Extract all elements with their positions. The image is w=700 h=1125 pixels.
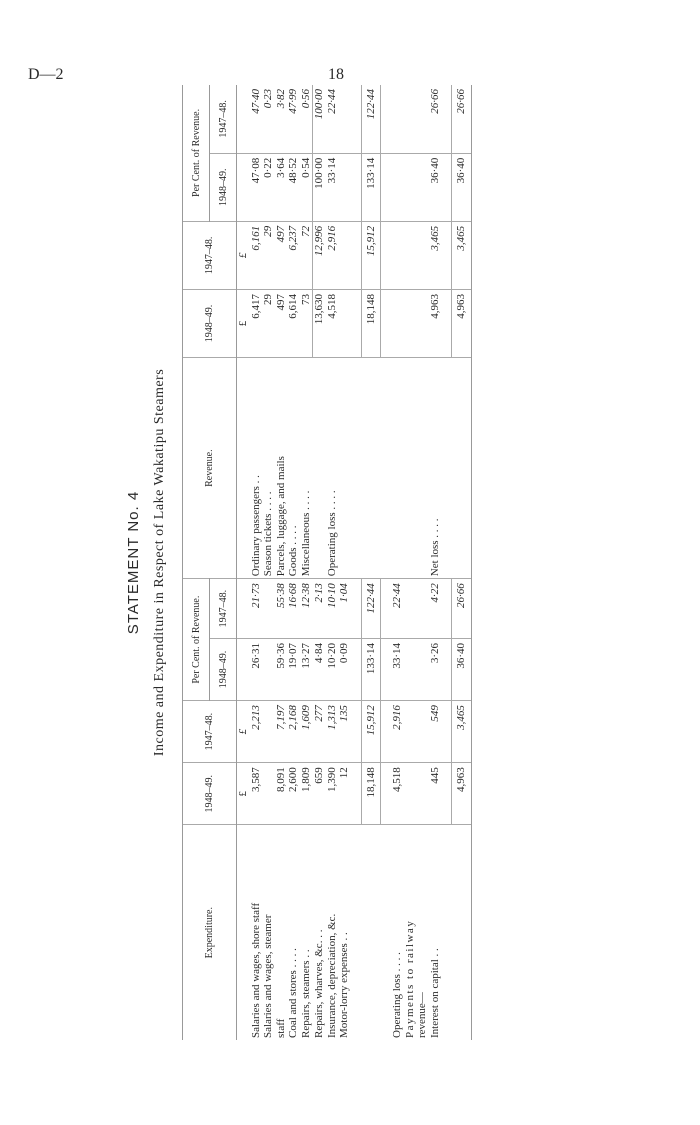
value-cell: 2,916: [391, 701, 404, 763]
value-cell: 2,213: [250, 701, 263, 763]
revenue-subtotal: 12,996: [313, 221, 326, 289]
value-cell: 73: [300, 289, 313, 357]
statement-title: STATEMENT No. 4: [125, 490, 142, 635]
value-cell: 3,587: [250, 763, 263, 825]
value-cell: 47·40: [250, 85, 263, 153]
value-cell: 29: [262, 221, 275, 289]
expenditure-label: Repairs, wharves, &c. . .: [312, 929, 325, 1038]
value-cell: 3·82: [275, 85, 288, 153]
value-cell: 4,518: [391, 763, 404, 825]
revenue-label: Operating loss . . . .: [326, 358, 339, 579]
value-cell: 4·22: [429, 579, 442, 639]
value-cell: 6,237: [287, 221, 300, 289]
table-row: [313, 85, 326, 1040]
expenditure-label: Salaries and wages, steamer: [262, 914, 274, 1038]
expenditure-total: 18,148: [361, 763, 381, 825]
value-cell: 2,916: [326, 221, 339, 289]
exp-pct-year2: 1947–48.: [210, 579, 237, 639]
value-cell: 36·40: [429, 153, 442, 221]
value-cell: 12: [338, 763, 351, 825]
value-cell: 4·84: [313, 638, 326, 700]
value-cell: 33·14: [391, 638, 404, 700]
value-cell: 1·04: [338, 579, 351, 639]
currency-symbol: £: [237, 289, 250, 357]
expenditure-label: Motor-lorry expenses . .: [338, 932, 350, 1038]
exp-year1-header: 1948–49.: [183, 763, 237, 825]
revenue-final-total: 4,963: [452, 289, 472, 357]
rev-year1-header: 1948–49.: [183, 289, 237, 357]
value-cell: 8,091: [275, 763, 288, 825]
value-cell: 497: [275, 289, 288, 357]
table-row: [338, 85, 351, 1040]
value-cell: 2·13: [313, 579, 326, 639]
value-cell: 4,518: [326, 289, 339, 357]
expenditure-label: Insurance, depreciation, &c.: [325, 913, 338, 1038]
revenue-label: Net loss . . . .: [429, 358, 442, 579]
value-cell: 4,963: [429, 289, 442, 357]
value-cell: 1,809: [300, 763, 313, 825]
value-cell: 26·31: [250, 638, 263, 700]
rev-pct-year2: 1947–48.: [210, 85, 237, 153]
value-cell: 6,161: [250, 221, 263, 289]
value-cell: 33·14: [326, 153, 339, 221]
value-cell: 7,197: [275, 701, 288, 763]
table-row: [300, 85, 313, 1040]
value-cell: 55·38: [275, 579, 288, 639]
table-row: [287, 85, 300, 1040]
value-cell: 277: [313, 701, 326, 763]
revenue-total: 15,912: [361, 221, 381, 289]
expenditure-label: Operating loss . . . .: [391, 952, 403, 1038]
value-cell: 0·23: [262, 85, 275, 153]
value-cell: 1,609: [300, 701, 313, 763]
page-header-left: D—2: [28, 66, 64, 83]
revenue-total: 133·14: [361, 153, 381, 221]
value-cell: 549: [429, 701, 442, 763]
value-cell: 13·27: [300, 638, 313, 700]
table-row: [275, 85, 288, 1040]
value-cell: 6,614: [287, 289, 300, 357]
value-cell: 1,313: [326, 701, 339, 763]
value-cell: 16·68: [287, 579, 300, 639]
value-cell: 26·66: [429, 85, 442, 153]
rev-pct-header: Per Cent. of Revenue.: [183, 85, 210, 221]
value-cell: 47·99: [287, 85, 300, 153]
expenditure-final-total: 36·40: [452, 638, 472, 700]
expenditure-final-total: 3,465: [452, 701, 472, 763]
table-row: [404, 85, 417, 1040]
table-row: [250, 85, 263, 1040]
exp-pct-header: Per Cent. of Revenue.: [183, 579, 210, 701]
value-cell: 445: [429, 763, 442, 825]
value-cell: 21·73: [250, 579, 263, 639]
value-cell: 135: [338, 701, 351, 763]
value-cell: 12·38: [300, 579, 313, 639]
value-cell: 29: [262, 289, 275, 357]
revenue-label: Season tickets . . . .: [262, 358, 275, 579]
value-cell: 3·26: [429, 638, 442, 700]
page-number: 18: [328, 66, 344, 83]
expenditure-final-total: 4,963: [452, 763, 472, 825]
value-cell: 3·64: [275, 153, 288, 221]
value-cell: 0·54: [300, 153, 313, 221]
value-cell: 47·08: [250, 153, 263, 221]
expenditure-label: Interest on capital . .: [428, 948, 441, 1038]
expenditure-total: 15,912: [361, 701, 381, 763]
value-cell: 22·44: [391, 579, 404, 639]
expenditure-total: 122·44: [361, 579, 381, 639]
expenditure-label: Repairs, steamers . .: [299, 949, 312, 1038]
table-row: [326, 85, 339, 1040]
exp-year2-header: 1947–48.: [183, 701, 237, 763]
value-cell: 1,390: [326, 763, 339, 825]
final-totals-row: [452, 85, 472, 1040]
revenue-final-total: 36·40: [452, 153, 472, 221]
value-cell: [262, 638, 275, 700]
income-expenditure-table: [182, 85, 472, 1040]
rev-year2-header: 1947–48.: [183, 221, 237, 289]
revenue-total: 122·44: [361, 85, 381, 153]
currency-symbol: £: [237, 763, 250, 825]
revenue-header: Revenue.: [183, 358, 237, 579]
value-cell: 659: [313, 763, 326, 825]
revenue-final-total: 3,465: [452, 221, 472, 289]
value-cell: 72: [300, 221, 313, 289]
value-cell: 10·10: [326, 579, 339, 639]
expenditure-final-total: 26·66: [452, 579, 472, 639]
table-row: [416, 85, 429, 1040]
revenue-label: Miscellaneous . . . .: [300, 358, 313, 579]
value-cell: [262, 701, 275, 763]
table-row: [262, 85, 275, 1040]
totals-row: [361, 85, 381, 1040]
expenditure-label: revenue—: [416, 992, 428, 1038]
revenue-subtotal: 100·00: [313, 153, 326, 221]
value-cell: 3,465: [429, 221, 442, 289]
value-cell: 0·22: [262, 153, 275, 221]
table-row: [429, 85, 442, 1040]
expenditure-label: Salaries and wages, shore staff: [249, 902, 262, 1038]
revenue-subtotal: 13,630: [313, 289, 326, 357]
revenue-label: Goods . . . .: [287, 358, 300, 579]
expenditure-total: 133·14: [361, 638, 381, 700]
table-row: [391, 85, 404, 1040]
value-cell: [262, 579, 275, 639]
value-cell: 0·09: [338, 638, 351, 700]
value-cell: 59·36: [275, 638, 288, 700]
value-cell: [262, 763, 275, 825]
value-cell: 497: [275, 221, 288, 289]
revenue-label: Parcels, luggage, and mails: [275, 358, 288, 579]
currency-symbol: £: [237, 221, 250, 289]
expenditure-label: Coal and stores . . . .: [287, 948, 299, 1038]
expenditure-header: Expenditure.: [183, 825, 237, 1040]
value-cell: 48·52: [287, 153, 300, 221]
value-cell: 2,168: [287, 701, 300, 763]
expenditure-label: staff: [274, 1018, 287, 1038]
statement-subtitle: Income and Expenditure in Respect of Lake Wakatipu Steamers: [152, 368, 167, 757]
value-cell: 19·07: [287, 638, 300, 700]
exp-pct-year1: 1948–49.: [210, 638, 237, 700]
value-cell: 0·56: [300, 85, 313, 153]
value-cell: 6,417: [250, 289, 263, 357]
revenue-final-total: 26·66: [452, 85, 472, 153]
currency-symbol: £: [237, 701, 250, 763]
expenditure-label: Payments to railway: [403, 919, 416, 1038]
value-cell: 10·20: [326, 638, 339, 700]
rev-pct-year1: 1948–49.: [210, 153, 237, 221]
revenue-label: Ordinary passengers . .: [250, 358, 263, 579]
value-cell: 22·44: [326, 85, 339, 153]
revenue-total: 18,148: [361, 289, 381, 357]
value-cell: 2,600: [287, 763, 300, 825]
revenue-subtotal: 100·00: [313, 85, 326, 153]
